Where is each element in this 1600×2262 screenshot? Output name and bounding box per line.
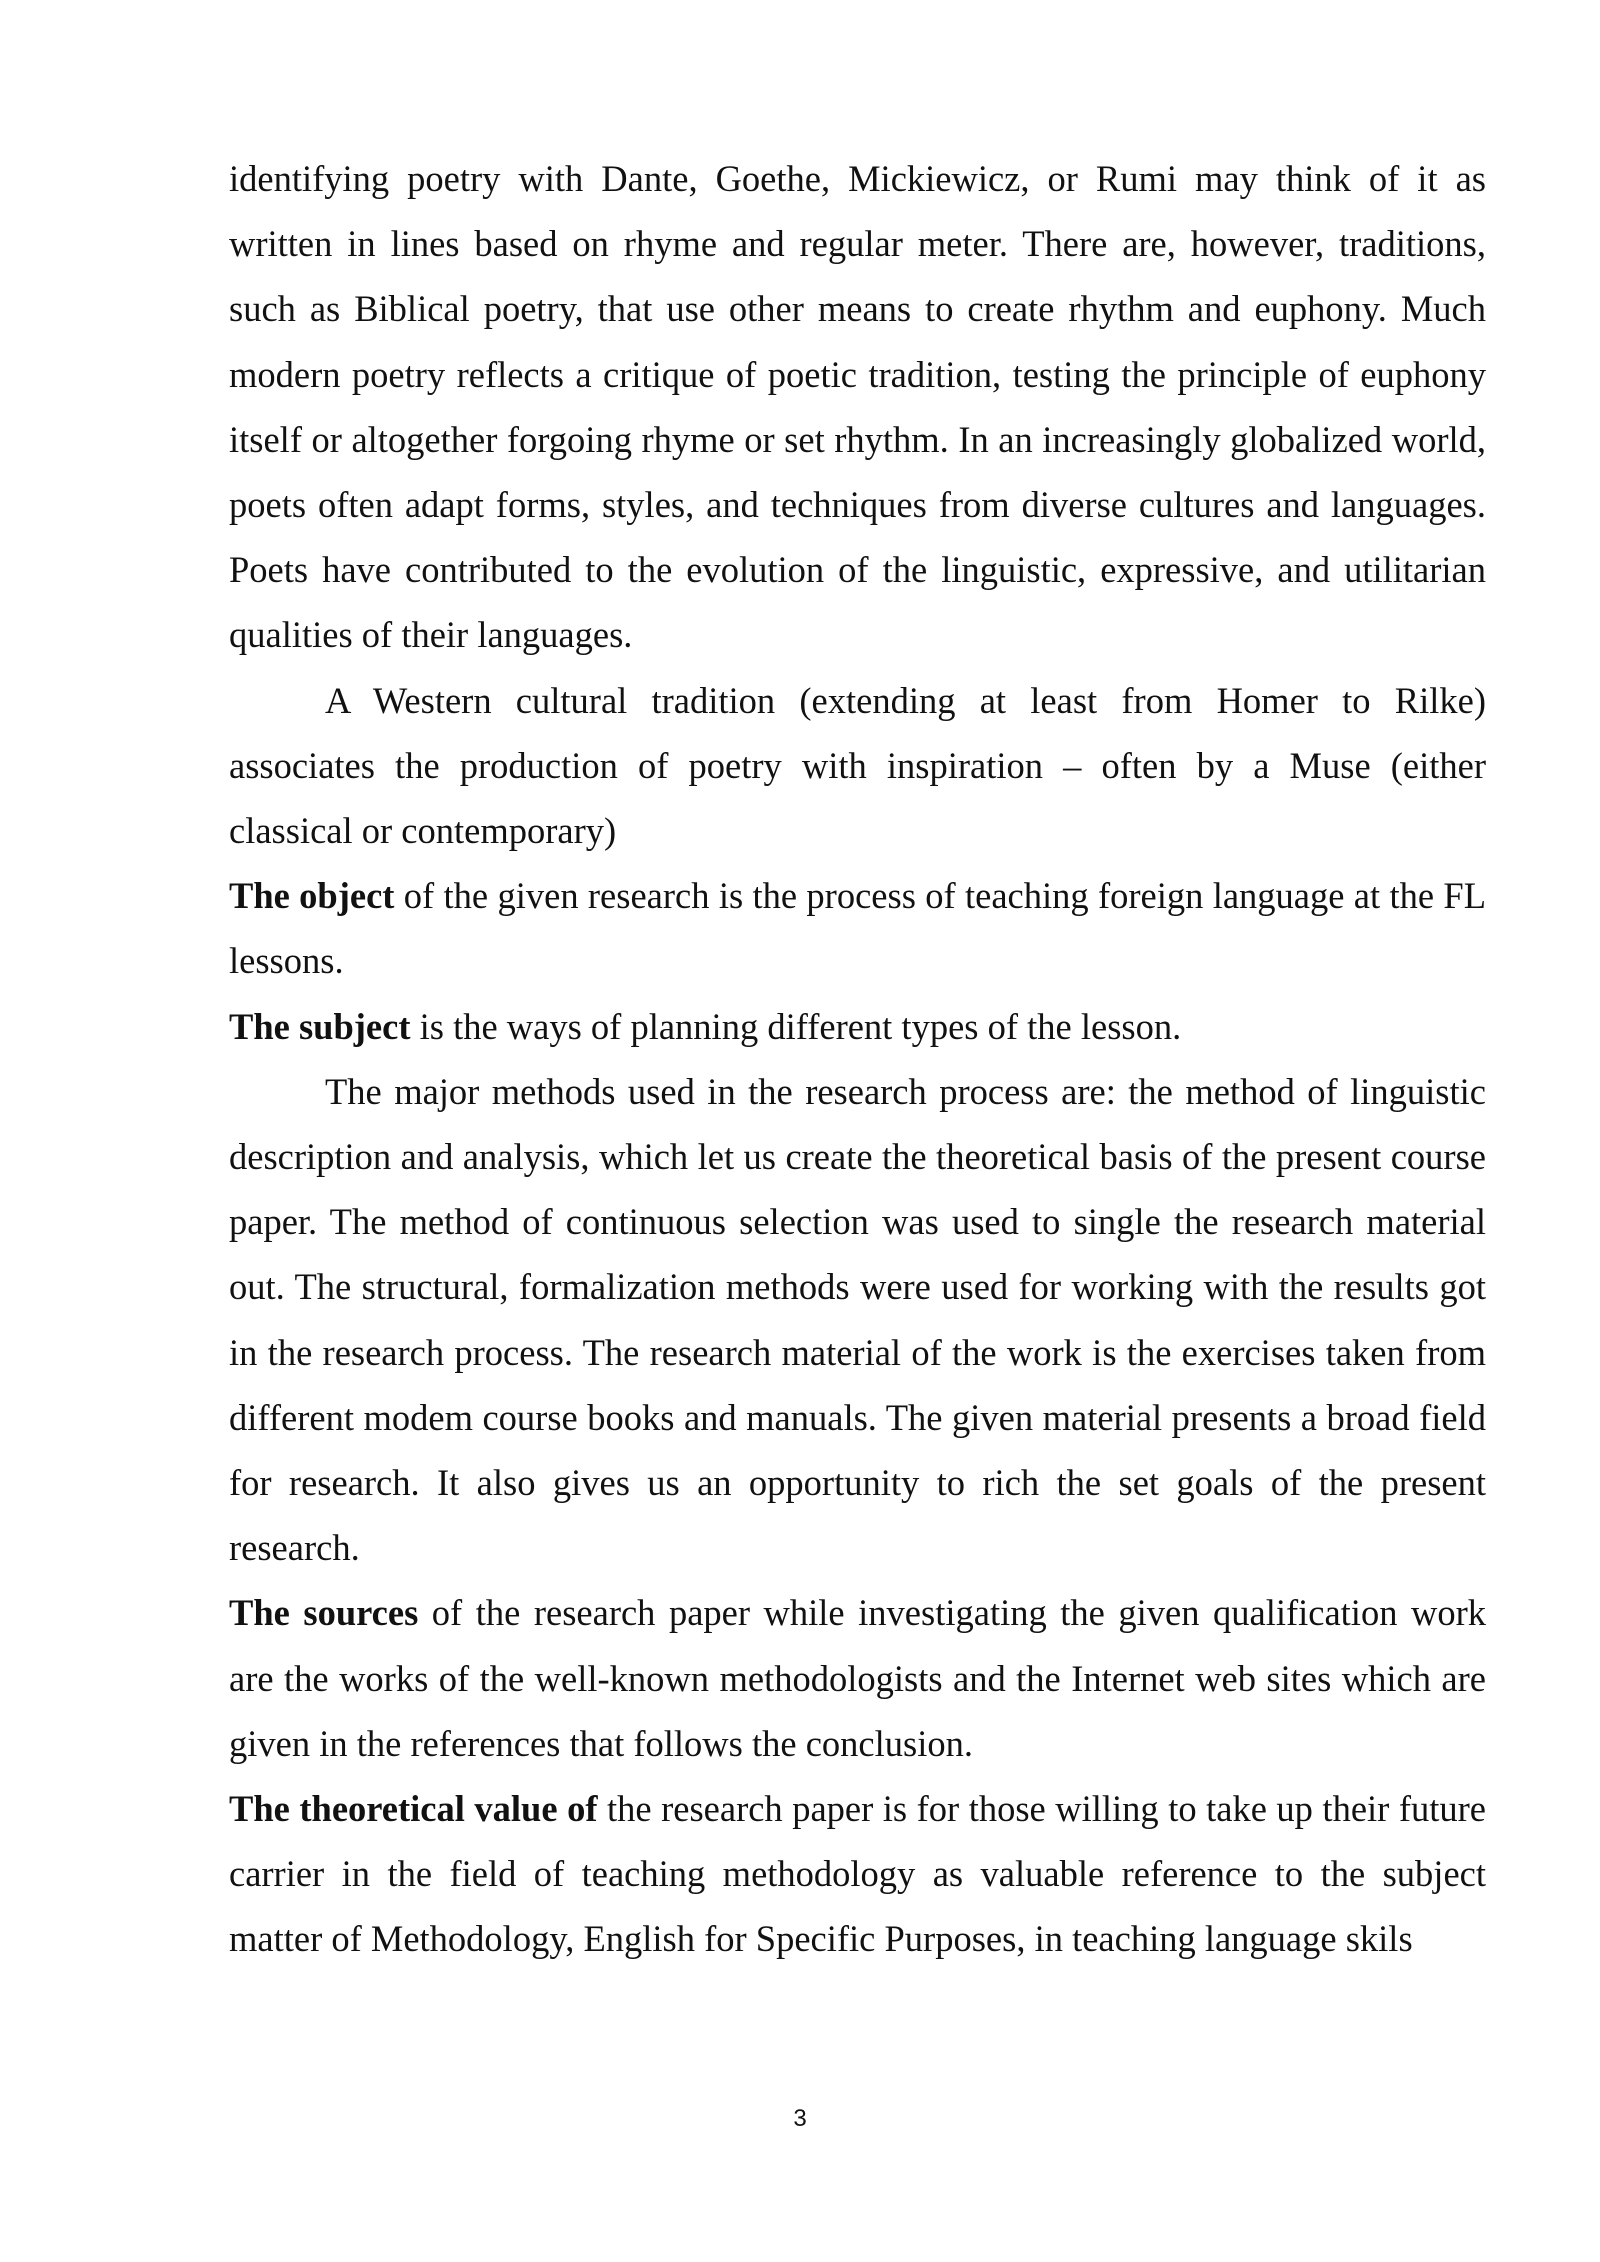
subject-text: is the ways of planning different types of the lesson. <box>410 1005 1182 1047</box>
paragraph-theoretical-value <box>229 1776 1486 1972</box>
body-text <box>229 146 1486 1972</box>
subject-label: The subject <box>229 1005 411 1047</box>
paragraph-object <box>229 863 1486 993</box>
theoretical-value-text: the research paper is for those willing to take up their future carrier in the field of teaching methodology as valuable reference to the subject matter of Methodology, English for Specific Purposes, in teaching language skils <box>229 1788 1486 1960</box>
theoretical-value-label: The theoretical value of <box>229 1788 598 1830</box>
object-label: The object <box>229 875 395 917</box>
paragraph-poetry-traditions: identifying poetry with Dante, Goethe, Mickiewicz, or Rumi may think of it as written in lines based on rhyme and regular meter. There are, however, traditions, such as Biblical poetry, that use other means to create rhythm and euphony. Much modern poetry reflects a critique of poetic tradition, testing the principle of euphony itself or altogether forgoing rhyme or set rhythm. In an increasingly globalized world, poets often adapt forms, styles, and techniques from diverse cultures and languages. Poets have contributed to the evolution of the linguistic, expressive, and utilitarian qualities of their languages. <box>229 158 1486 656</box>
paragraph-subject <box>229 994 1486 1059</box>
paragraph-western-tradition: A Western cultural tradition (extending at least from Homer to Rilke) associates the production of poetry with inspiration – often by a Muse (either classical or contemporary) <box>229 679 1486 852</box>
page-number: 3 <box>793 2105 807 2132</box>
sources-text: of the research paper while investigating the given qualification work are the works of the well-known methodologists and the Internet web sites which are given in the references that follows the conclusion. <box>229 1592 1486 1764</box>
paragraph-methods: The major methods used in the research process are: the method of linguistic description and analysis, which let us create the theoretical basis of the present course paper. The method of continuous selection was used to single the research material out. The structural, formalization methods were used for working with the results got in the research process. The research material of the work is the exercises taken from different modem course books and manuals. The given material presents a broad field for research. It also gives us an opportunity to rich the set goals of the present research. <box>229 1070 1486 1569</box>
object-text: of the given research is the process of teaching foreign language at the FL lessons. <box>229 875 1486 982</box>
sources-label: The sources <box>229 1592 419 1634</box>
paragraph-sources <box>229 1580 1486 1776</box>
